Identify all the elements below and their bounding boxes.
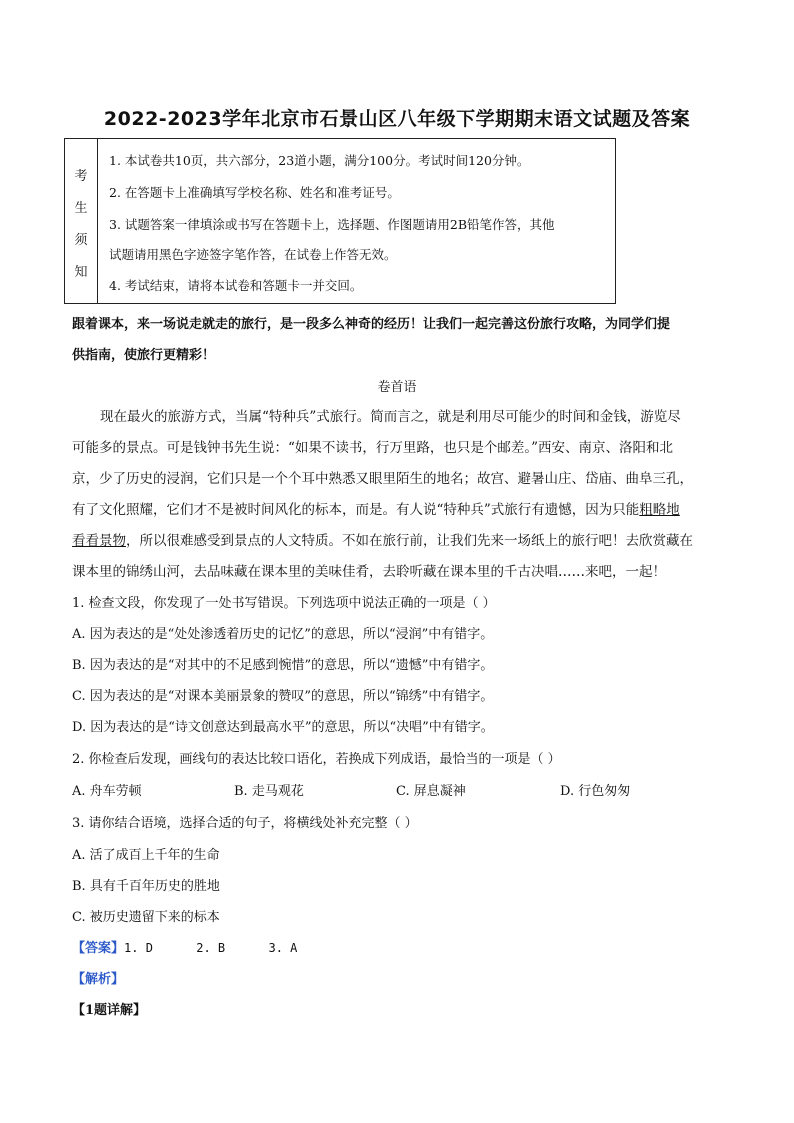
question-2-option: A. 舟车劳顿 — [72, 784, 142, 799]
notice-item: 1. 本试卷共10页，共六部分，23道小题，满分100分。考试时间120分钟。 — [109, 153, 530, 168]
underlined-phrase: 粗略地 — [639, 502, 680, 518]
question-2-option: B. 走马观花 — [234, 784, 304, 799]
question-2-option: C. 屏息凝神 — [396, 784, 466, 799]
detail-line — [72, 999, 146, 1018]
answer-line — [72, 937, 297, 956]
notice-item: 4. 考试结束，请将本试卷和答题卡一并交回。 — [109, 278, 363, 293]
question-3-stem: 3. 请你结合语境，选择合适的句子，将横线处补充完整（ ） — [72, 816, 418, 831]
notice-item: 试题请用黑色字迹签字笔作答，在试卷上作答无效。 — [109, 247, 397, 262]
answer-tag: 【答案】 — [72, 941, 125, 956]
question-1-option: A. 因为表达的是“处处渗透着历史的记忆”的意思，所以“浸润”中有错字。 — [72, 627, 494, 642]
page-title: 2022-2023学年北京市石景山区八年级下学期期末语文试题及答案 — [103, 108, 691, 130]
passage-text: 有了文化照耀，它们才不是被时间风化的标本，而是。有人说“特种兵”式旅行有遗憾，因为只能 — [72, 502, 640, 518]
question-1-stem: 1. 检查文段，你发现了一处书写错误。下列选项中说法正确的一项是（ ） — [72, 596, 496, 611]
notice-side-char: 生 — [74, 201, 88, 216]
analysis-line — [72, 968, 124, 987]
passage-text: ，所以很难感受到景点的人文特质。不如在旅行前，让我们先来一场纸上的旅行吧！去欣赏藏在 — [126, 533, 693, 549]
notice-side-label — [65, 139, 98, 303]
exam-notice-box — [64, 138, 616, 304]
intro-text: 供指南，使旅行更精彩！ — [72, 348, 216, 363]
underlined-phrase: 看看景物 — [72, 533, 126, 549]
detail-tag: 【1题详解】 — [72, 1003, 147, 1018]
question-1-option: C. 因为表达的是“对课本美丽景象的赞叹”的意思，所以“锦绣”中有错字。 — [72, 689, 494, 704]
passage-line: 现在最火的旅游方式，当属“特种兵”式旅行。简而言之，就是利用尽可能少的时间和金钱，游览尽 — [100, 409, 681, 425]
answer-values: 1. D 2. B 3. A — [124, 941, 298, 955]
section-heading: 卷首语 — [377, 380, 417, 395]
question-3-option: C. 被历史遗留下来的标本 — [72, 910, 220, 925]
question-2-option: D. 行色匆匆 — [560, 784, 631, 799]
passage-line: 课本里的锦绣山河，去品味藏在课本里的美味佳肴，去聆听藏在课本里的千古决唱……来吧，一起！ — [72, 564, 666, 580]
notice-item: 3. 试题答案一律填涂或书写在答题卡上，选择题、作图题请用2B铅笔作答，其他 — [109, 217, 555, 232]
question-1-option: B. 因为表达的是“对其中的不足感到惋惜”的意思，所以“遗憾”中有错字。 — [72, 658, 494, 673]
notice-side-char: 须 — [74, 233, 88, 248]
analysis-tag: 【解析】 — [72, 972, 125, 987]
notice-side-char: 考 — [74, 169, 88, 184]
passage-line — [72, 529, 693, 549]
passage-line: 可能多的景点。可是钱钟书先生说：“如果不读书，行万里路，也只是个邮差。”西安、南京、洛阳和北 — [72, 440, 674, 456]
notice-side-char: 知 — [74, 265, 88, 280]
passage-line — [72, 498, 680, 518]
question-3-option: A. 活了成百上千年的生命 — [72, 848, 220, 863]
intro-text: 跟着课本，来一场说走就走的旅行，是一段多么神奇的经历！让我们一起完善这份旅行攻略，为同学们提 — [72, 317, 671, 332]
passage-line: 京，少了历史的浸润，它们只是一个个耳中熟悉又眼里陌生的地名；故宫、避暑山庄、岱庙、曲阜三孔， — [72, 471, 693, 487]
question-3-option: B. 具有千百年历史的胜地 — [72, 879, 220, 894]
question-1-option: D. 因为表达的是“诗文创意达到最高水平”的意思，所以“决唱”中有错字。 — [72, 720, 494, 735]
question-2-stem: 2. 你检查后发现，画线句的表达比较口语化，若换成下列成语，最恰当的一项是（ ） — [72, 752, 561, 767]
notice-item: 2. 在答题卡上准确填写学校名称、姓名和准考证号。 — [109, 185, 400, 200]
